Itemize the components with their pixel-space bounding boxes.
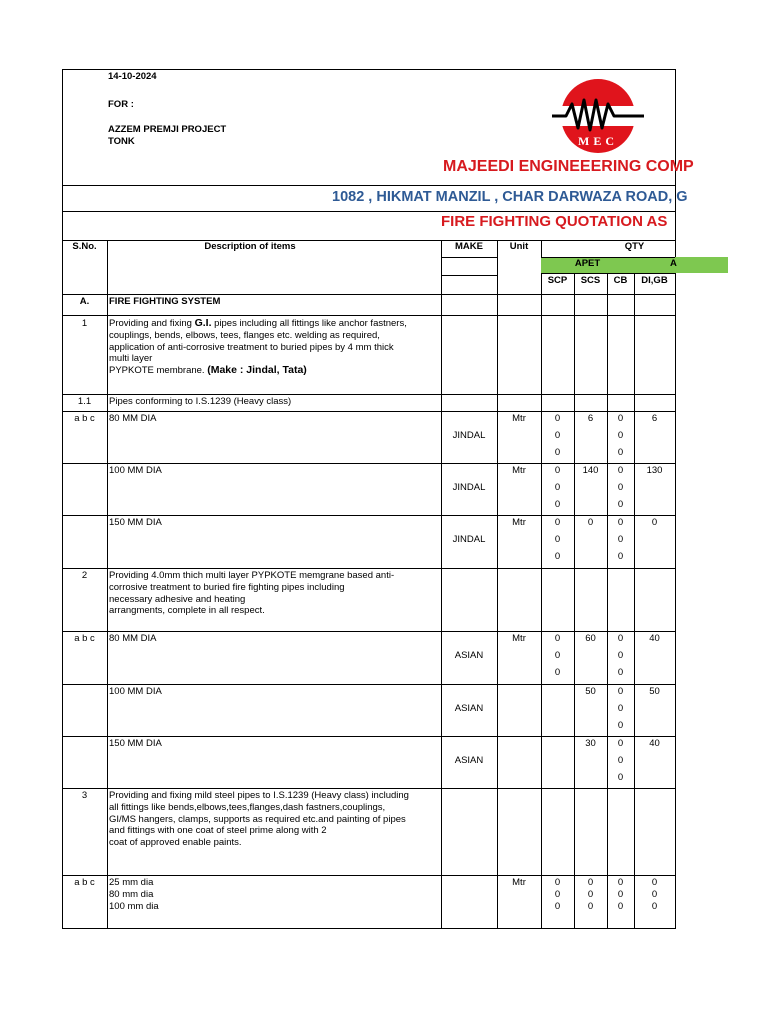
row-make: JINDAL (452, 534, 486, 545)
qty-cb: 0 (617, 755, 624, 766)
section-sno: A. (79, 296, 90, 307)
qty-di-gb: 0 (651, 877, 658, 888)
qty-scp: 0 (554, 517, 561, 528)
item-sno: 1 (81, 318, 88, 329)
col-header-description: Description of items (204, 241, 296, 252)
item-description: Providing 4.0mm thich multi layer PYPKOTE memgrane based anti- corrosive treatment to buried fire fighting pipes including necessary adhesive and heating arrangments, complete in all respect. (109, 570, 395, 617)
qty-di-gb: 50 (649, 686, 660, 697)
row-unit: Mtr (512, 465, 526, 476)
row-sno: a b c (74, 877, 95, 888)
qty-cb: 0 (617, 667, 624, 678)
row-description: 100 MM DIA (109, 465, 162, 476)
qty-cb: 0 (617, 465, 624, 476)
item-sno: 2 (81, 570, 88, 581)
logo-text: MEC (578, 134, 618, 148)
qty-cb: 0 (617, 551, 624, 562)
col-header-make: MAKE (455, 241, 483, 252)
qty-di-gb: 40 (649, 633, 660, 644)
qty-cb: 0 (617, 447, 624, 458)
qty-cb: 0 (617, 482, 624, 493)
grid-line (62, 515, 675, 516)
grid-line (541, 273, 675, 274)
qty-scp: 0 (554, 650, 561, 661)
qty-scp: 0 (554, 633, 561, 644)
for-label: FOR : (108, 99, 134, 110)
grid-line (62, 394, 675, 395)
row-sno: a b c (74, 633, 95, 644)
qty-di-gb: 0 (651, 901, 658, 912)
qty-cb: 0 (617, 499, 624, 510)
grid-line (62, 568, 675, 569)
row-make: ASIAN (454, 703, 484, 714)
col-header-cb: CB (613, 275, 628, 286)
quotation-title: FIRE FIGHTING QUOTATION AS (441, 213, 668, 230)
item-sno: 3 (81, 790, 88, 801)
qty-scs: 140 (582, 465, 599, 476)
qty-scs: 30 (585, 738, 596, 749)
row-unit: Mtr (512, 633, 526, 644)
qty-cb: 0 (617, 430, 624, 441)
qty-scp: 0 (554, 534, 561, 545)
grid-line (107, 240, 108, 929)
grid-line (62, 928, 675, 929)
grid-line (574, 272, 575, 929)
qty-scp: 0 (554, 482, 561, 493)
qty-cb: 0 (617, 889, 624, 900)
qty-cb: 0 (617, 738, 624, 749)
qty-scp: 0 (554, 877, 561, 888)
qty-scs: 50 (585, 686, 596, 697)
qty-cb: 0 (617, 633, 624, 644)
qty-scp: 0 (554, 430, 561, 441)
col-header-scp: SCP (547, 275, 568, 286)
qty-scs: 0 (587, 889, 594, 900)
row-description: 80 mm dia (109, 889, 154, 900)
qty-cb: 0 (617, 772, 624, 783)
grid-line (441, 275, 497, 276)
row-description: 25 mm dia (109, 877, 154, 888)
qty-scs: 6 (587, 413, 594, 424)
mec-logo (548, 78, 648, 158)
item-description: Pipes conforming to I.S.1239 (Heavy class) (109, 396, 292, 407)
project-location: TONK (108, 136, 135, 147)
row-make: ASIAN (454, 755, 484, 766)
col-header-qty: QTY (624, 241, 645, 252)
qty-cb: 0 (617, 534, 624, 545)
date-text: 14-10-2024 (108, 71, 157, 82)
col-header-sno: S.No. (72, 241, 97, 252)
qty-cb: 0 (617, 703, 624, 714)
grid-line (497, 240, 498, 929)
qty-cb: 0 (617, 720, 624, 731)
qty-cb: 0 (617, 517, 624, 528)
grid-line (62, 684, 675, 685)
row-make: JINDAL (452, 482, 486, 493)
qty-cb: 0 (617, 650, 624, 661)
row-description: 80 MM DIA (109, 413, 157, 424)
qty-scp: 0 (554, 667, 561, 678)
grid-line (62, 631, 675, 632)
col-header-a: A (670, 258, 677, 269)
qty-scs: 0 (587, 517, 594, 528)
col-header-di-gb: DI,GB (641, 275, 668, 286)
row-make: JINDAL (452, 430, 486, 441)
row-unit: Mtr (512, 517, 526, 528)
row-description: 150 MM DIA (109, 517, 162, 528)
row-unit: Mtr (512, 413, 526, 424)
qty-scs: 60 (585, 633, 596, 644)
qty-scp: 0 (554, 447, 561, 458)
grid-line (62, 788, 675, 789)
qty-scp: 0 (554, 499, 561, 510)
grid-line (634, 257, 635, 929)
grid-line (62, 411, 675, 412)
item-description: Providing and fixing G.I. pipes including all fittings like anchor fastners, couplings, bends, elbows, tees, flanges etc. welding as required, application of anti-corrosive treatment to buried pipes by 4 mm thick multi layer PYPKOTE membrane. (Make : Jindal, Tata) (109, 317, 407, 377)
qty-cb: 0 (617, 686, 624, 697)
grid-line (62, 875, 675, 876)
col-header-apet: APET (574, 258, 601, 269)
qty-scs: 0 (587, 877, 594, 888)
qty-di-gb: 130 (646, 465, 663, 476)
grid-line (62, 463, 675, 464)
company-address: 1082 , HIKMAT MANZIL , CHAR DARWAZA ROAD, G (332, 189, 688, 205)
qty-scs: 0 (587, 901, 594, 912)
qty-cb: 0 (617, 877, 624, 888)
qty-scp: 0 (554, 889, 561, 900)
grid-line (441, 257, 497, 258)
row-description: 150 MM DIA (109, 738, 162, 749)
grid-line (607, 272, 608, 929)
grid-line (62, 294, 675, 295)
qty-scp: 0 (554, 551, 561, 562)
grid-line (62, 185, 675, 186)
grid-line (62, 736, 675, 737)
qty-di-gb: 0 (651, 889, 658, 900)
qty-di-gb: 40 (649, 738, 660, 749)
row-unit: Mtr (512, 877, 526, 888)
row-description: 100 MM DIA (109, 686, 162, 697)
qty-scp: 0 (554, 465, 561, 476)
col-header-scs: SCS (580, 275, 601, 286)
qty-cb: 0 (617, 901, 624, 912)
item-sno: 1.1 (77, 396, 92, 407)
row-make: ASIAN (454, 650, 484, 661)
qty-cb: 0 (617, 413, 624, 424)
qty-di-gb: 6 (651, 413, 658, 424)
grid-line (441, 240, 442, 929)
row-description: 80 MM DIA (109, 633, 157, 644)
item-description: Providing and fixing mild steel pipes to I.S.1239 (Heavy class) including all fittings like bends,elbows,tees,flanges,dash fastners,couplings, GI/MS hangers, clamps, supports as required etc.and painting of pipes and fittings with one coat of steel prime along with 2 coat of approved enable paints. (109, 790, 409, 849)
col-header-unit: Unit (509, 241, 529, 252)
qty-scp: 0 (554, 901, 561, 912)
company-name: MAJEEDI ENGINEEERING COMP (443, 158, 694, 175)
grid-line (62, 69, 675, 70)
grid-line (62, 315, 675, 316)
row-sno: a b c (74, 413, 95, 424)
qty-scp: 0 (554, 413, 561, 424)
grid-line (541, 240, 542, 929)
row-description: 100 mm dia (109, 901, 159, 912)
project-name: AZZEM PREMJI PROJECT (108, 124, 227, 135)
section-title: FIRE FIGHTING SYSTEM (109, 296, 221, 307)
qty-di-gb: 0 (651, 517, 658, 528)
